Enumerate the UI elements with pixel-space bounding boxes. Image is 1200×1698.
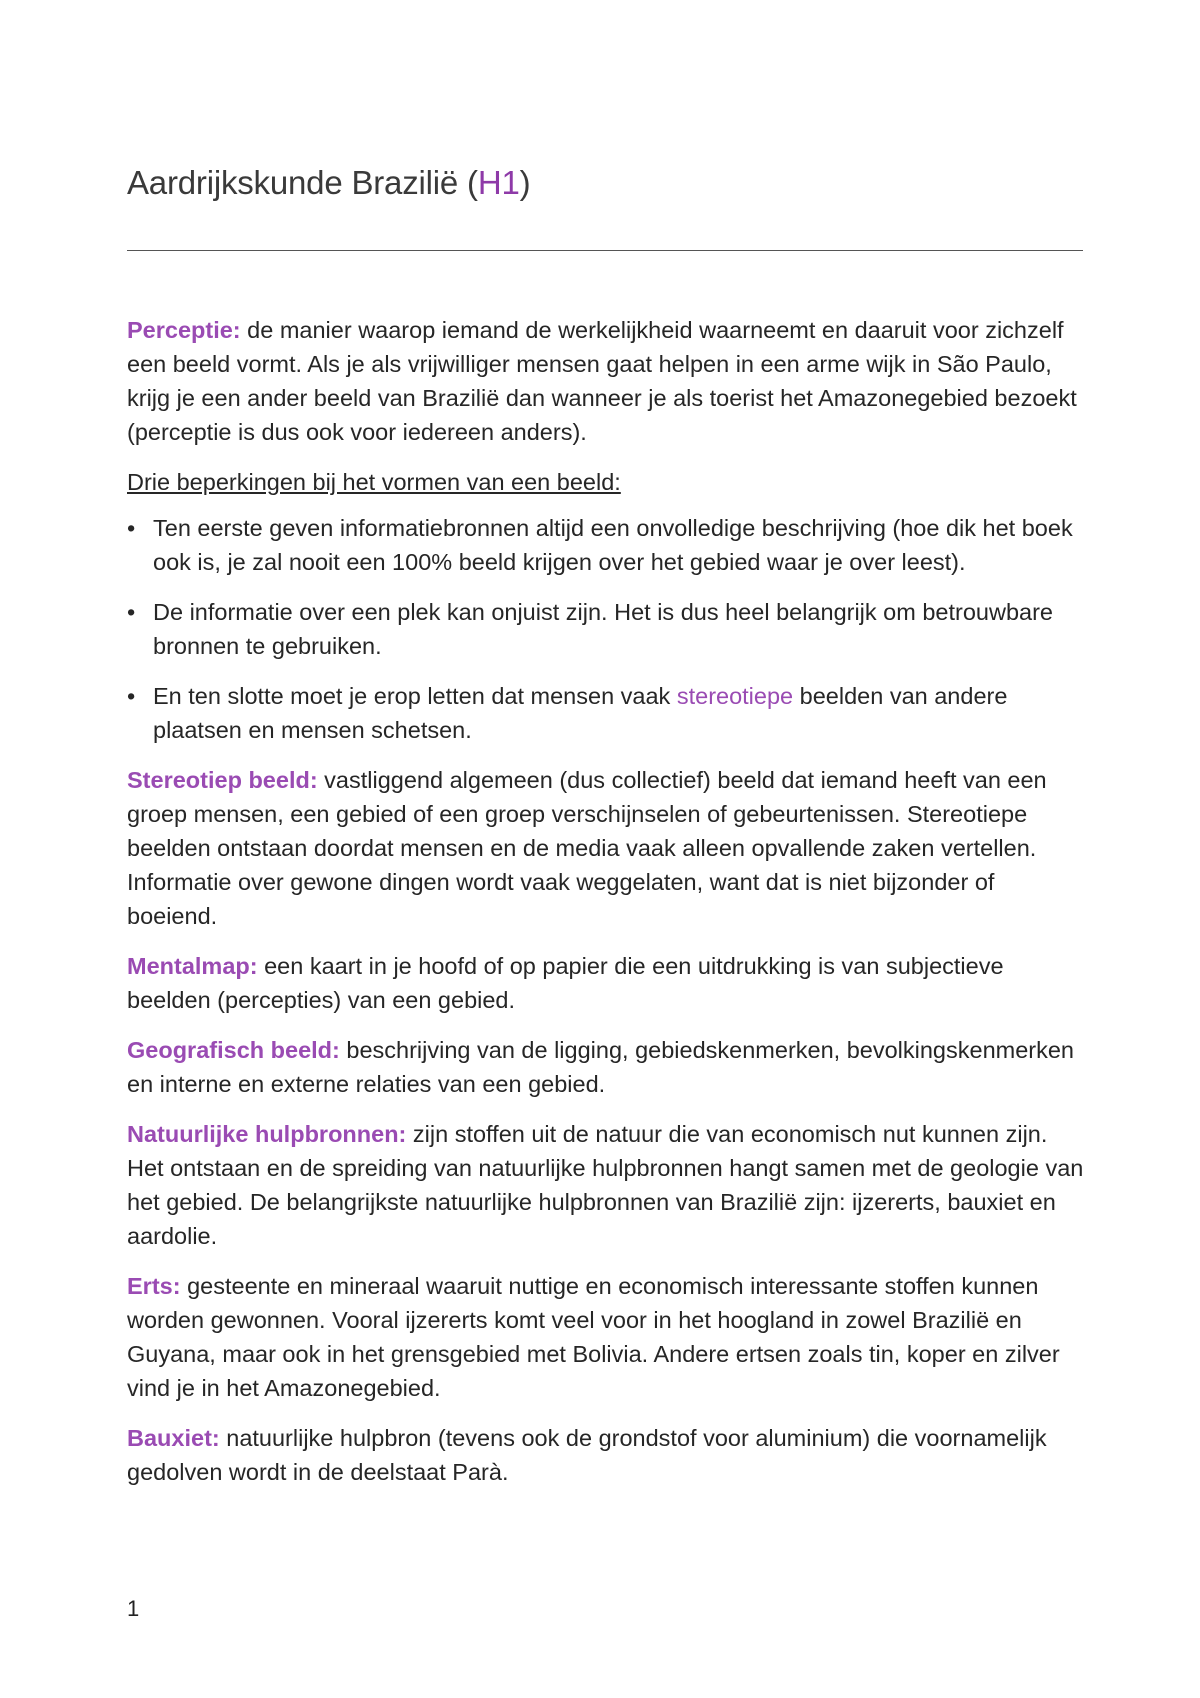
stereotiepe-link[interactable]: stereotiepe [676, 683, 794, 709]
list-item [127, 511, 1087, 579]
definition-bauxiet [127, 1421, 1087, 1489]
term-label: Perceptie: [127, 317, 241, 343]
subheading-beperkingen: Drie beperkingen bij het vormen van een beeld: [127, 469, 621, 495]
list-item-text: En ten slotte moet je erop letten dat mensen vaak [153, 683, 677, 709]
definition-text: natuurlijke hulpbron (tevens ook de grondstof voor aluminium) die voornamelijk gedolven wordt in de deelstaat Parà. [127, 1425, 1047, 1485]
definition-text: gesteente en mineraal waaruit nuttige en economisch interessante stoffen kunnen worden gewonnen. Vooral ijzererts komt veel voor in het hoogland in zowel Brazilië en Guyana, maar ook in het grensgebied met Bolivia. Andere ertsen zoals tin, koper en zilver vind je in het Amazonegebied. [127, 1273, 1060, 1401]
term-label: Natuurlijke hulpbronnen: [127, 1121, 407, 1147]
term-label: Bauxiet: [127, 1425, 220, 1451]
definition-perceptie [127, 313, 1087, 449]
definition-text: beschrijving van de ligging, gebiedskenmerken, bevolkingskenmerken en interne en externe relaties van een gebied. [127, 1037, 1075, 1097]
definition-text: de manier waarop iemand de werkelijkheid waarneemt en daaruit voor zichzelf een beeld vormt. Als je als vrijwilliger mensen gaat helpen in een arme wijk in São Paulo, krijg je een ander beeld van Brazilië dan wanneer je als toerist het Amazonegebied bezoekt (perceptie is dus ook voor iedereen anders). [127, 317, 1077, 445]
list-item-text: Ten eerste geven informatiebronnen altijd een onvolledige beschrijving (hoe dik het boek ook is, je zal nooit een 100% beeld krijgen over het gebied waar je over leest). [153, 515, 1073, 575]
term-label: Mentalmap: [127, 953, 258, 979]
definition-text: vastliggend algemeen (dus collectief) beeld dat iemand heeft van een groep mensen, een gebied of een groep verschijnselen of gebeurtenissen. Stereotiepe beelden ontstaan doordat mensen en de media vaak alleen opvallende zaken vertellen. Informatie over gewone dingen wordt vaak weggelaten, want dat is niet bijzonder of boeiend. [127, 767, 1047, 929]
term-label: Erts: [127, 1273, 181, 1299]
page-number: 1 [127, 1596, 140, 1621]
document-body [127, 313, 1087, 1505]
bullet-icon: • [127, 515, 136, 541]
title-chapter: H1 [477, 164, 520, 201]
definition-hulpbronnen [127, 1117, 1087, 1253]
definition-mentalmap [127, 949, 1087, 1017]
list-item [127, 595, 1087, 663]
title-close: ) [519, 164, 531, 201]
title-divider [127, 250, 1083, 251]
term-label: Stereotiep beeld: [127, 767, 318, 793]
beperkingen-list [127, 511, 1087, 747]
term-label: Geografisch beeld: [127, 1037, 340, 1063]
bullet-icon: • [127, 683, 136, 709]
list-item [127, 679, 1087, 747]
bullet-icon: • [127, 599, 136, 625]
definition-erts [127, 1269, 1087, 1405]
definition-text: een kaart in je hoofd of op papier die een uitdrukking is van subjectieve beelden (percepties) van een gebied. [127, 953, 1004, 1013]
definition-geografisch [127, 1033, 1087, 1101]
page-title [127, 164, 530, 202]
list-item-text-end: beelden van andere plaatsen en mensen schetsen. [153, 683, 1008, 743]
title-text: Aardrijkskunde Brazilië ( [127, 164, 478, 201]
definition-text: zijn stoffen uit de natuur die van economisch nut kunnen zijn. Het ontstaan en de spreiding van natuurlijke hulpbronnen hangt samen met de geologie van het gebied. De belangrijkste natuurlijke hulpbronnen van Brazilië zijn: ijzererts, bauxiet en aardolie. [127, 1121, 1084, 1249]
list-item-text: De informatie over een plek kan onjuist zijn. Het is dus heel belangrijk om betrouwbare bronnen te gebruiken. [153, 599, 1053, 659]
definition-stereotiep [127, 763, 1087, 933]
